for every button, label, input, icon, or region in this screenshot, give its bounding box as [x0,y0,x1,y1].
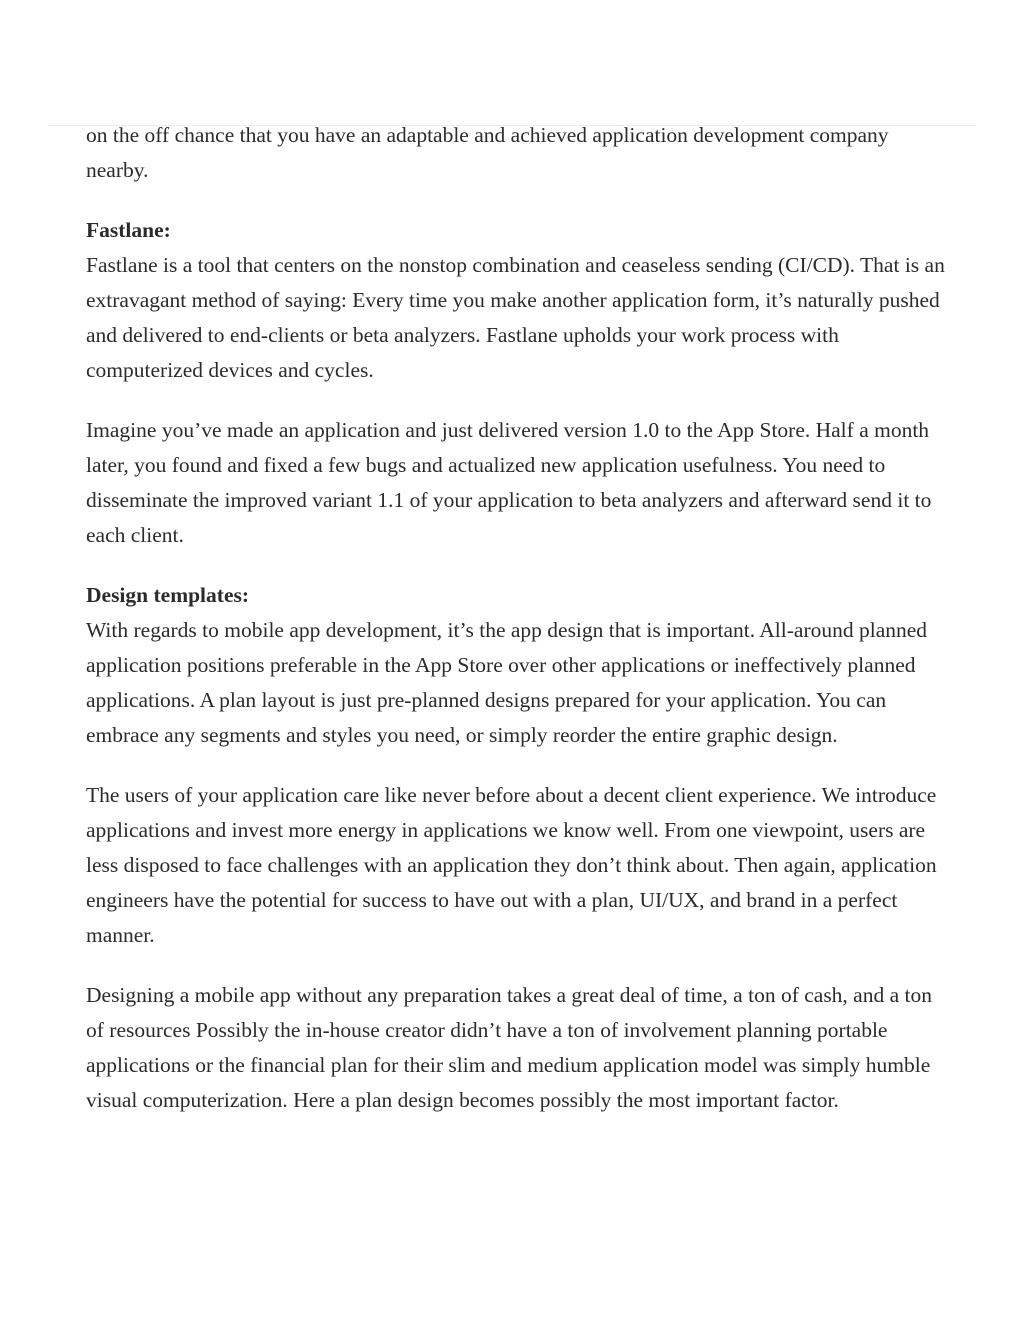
fastlane-example-paragraph: Imagine you’ve made an application and just delivered version 1.0 to the App Store. Half a month later, you found and fixed a few bugs and actualized new application usefulness. You need to disseminate the improved variant 1.1 of your application to beta analyzers and afterward send it to each client. [86,418,932,547]
intro-paragraph: on the off chance that you have an adaptable and achieved application development company nearby. [86,123,889,182]
design-templates-text: With regards to mobile app development, it’s the app design that is important. All-around planned application positions preferable in the App Store over other applications or ineffectively planned applications. A plan layout is just pre-planned designs prepared for your application. You can embrace any segments and styles you need, or simply reorder the entire graphic design. [86,618,928,747]
section-heading-design-templates: Design templates: [86,583,250,607]
designing-from-scratch-paragraph: Designing a mobile app without any preparation takes a great deal of time, a ton of cash, and a ton of resources Possibly the in-house creator didn’t have a ton of involvement planning portable applications or the financial plan for their slim and medium application model was simply humble visual computerization. Here a plan design becomes possibly the most important factor. [86,983,932,1112]
design-templates-paragraph [86,578,948,753]
fastlane-text: Fastlane is a tool that centers on the nonstop combination and ceaseless sending (CI/CD). That is an extravagant method of saying: Every time you make another application form, it’s naturally pushed and delivered to end-clients or beta analyzers. Fastlane upholds your work process with computerized devices and cycles. [86,253,945,382]
fastlane-paragraph [86,213,948,388]
user-experience-paragraph: The users of your application care like never before about a decent client experience. We introduce applications and invest more energy in applications we know well. From one viewpoint, users are less disposed to face challenges with an application they don’t think about. Then again, application engineers have the potential for success to have out with a plan, UI/UX, and brand in a perfect manner. [86,783,937,947]
article-body [86,118,948,1143]
section-heading-fastlane: Fastlane: [86,218,171,242]
